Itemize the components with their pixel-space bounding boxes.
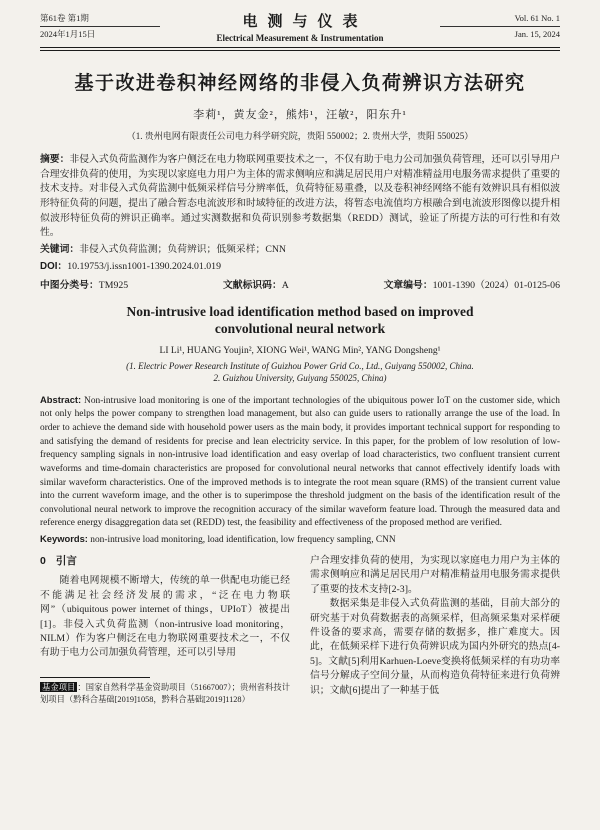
doi-value: 10.19753/j.issn1001-1390.2024.01.019 [67,260,221,272]
affiliation-en [40,360,560,385]
funding-label: 基金项目 [42,682,76,692]
keywords-en-text: non-intrusive load monitoring, load identification, low frequency sampling, CNN [87,535,396,546]
keywords-en [40,533,560,545]
volume-issue-cn: 第61卷 第1期 [40,12,160,27]
section-heading-introduction [40,554,290,569]
doc-code-value: A [281,279,289,291]
affiliation-en-line2: 2. Guizhou University, Guiyang 550025, China) [213,373,387,384]
journal-name-cn: 电测与仪表 [242,14,368,30]
date-en: Jan. 15, 2024 [514,29,560,39]
abstract-en-label: Abstract: [40,393,82,405]
abstract-en-text: Non-intrusive load monitoring is one of the important technologies of the ubiquitous power IoT on the customer side, which not only helps the power company to strengthen load management, but also can guide users to rationally arrange the use of the load. In order to achieve the demand side with household power users as the main body, it provides important technical support for responding to and satisfying the demand of residents for precise and lean electricity service. In this paper, for the problem of low resolution of low-frequency sampling signals in non-intrusive load identification and easy overlap of load characteristics, two confluent transient current waveforms and time-domain characteristics are proposed for convolutional neural networks that cannot effectively identify loads with similar waveform characteristics. One of the improved methods is to integrate the root mean square (RMS) of the transient current value into the current waveform image, and the other is to superimpose the threshold judgment on the basis of the identification result of the convolutional neural network to improve the recognition accuracy of the similar waveform feature load. Through the measured data and reference energy disaggregation data set (REDD) test, the feasibility and effectiveness of the proposed method are verified. [40,395,560,529]
article-id-item [384,277,560,291]
abstract-en [40,393,560,531]
column-left [40,554,290,706]
header-left-block [40,12,160,41]
authors-cn: 李莉¹，黄友金²，熊炜¹，汪敏²，阳东升¹ [193,109,407,121]
clc-label: 中图分类号： [40,279,99,291]
keywords-cn [40,243,560,258]
header-rule-thick [40,47,560,48]
funding-footnote [40,677,290,706]
abstract-cn-label: 摘要： [40,154,70,165]
section-title: 引言 [55,555,77,568]
volume-issue-en: Vol. 61 No. 1 [440,12,560,27]
keywords-cn-text: 非侵入式负荷监测；负荷辨识；低频采样；CNN [79,244,287,256]
abstract-cn [40,153,560,241]
body-paragraph: 数据采集是非侵入式负荷监测的基础，目前大部分的研究基于对负荷数据表的高频采样，但高频采集对采样硬件设备的要求高，需要存储的数据多，推广难度大。因此，在低频采样下进行负荷辨识成为国内外研究的热点[4-5]。文献[5]利用Karhuen-Loeve变换将低频采样的有功功率信号分解成子空间分量，从而构造负荷特征来进行负荷辨识；文献[6]提出了一种基于低 [310,598,560,696]
keywords-en-label: Keywords: [40,533,88,545]
classification-row [40,277,560,291]
clc-item [40,277,128,291]
article-title-cn: 基于改进卷积神经网络的非侵入负荷辨识方法研究 [74,73,526,94]
authors-en: LI Li¹, HUANG Youjin², XIONG Wei¹, WANG Min², YANG Dongsheng¹ [159,345,441,356]
funding-text-block [40,681,290,706]
header-rule-thin [40,50,560,51]
abstract-cn-text: 非侵入式负荷监测作为客户侧泛在电力物联网重要技术之一，不仅有助于电力公司加强负荷管理，还可以引导用户合理安排负荷的使用，为实现以家庭电力用户为主体的需求侧响应和满足居民用户对精准精益用电服务需求提供了重要的技术支持。对非侵入式负荷监测中低频采样信号分辨率低，负荷特征易重叠，以及卷积神经网络不能有效辨识具有相似波形特征负荷的问题，提出了融合暂态电流波形和时域特征的改进方法，将暂态电流值均方根融合到电流波形图像以提升相似波形特征负荷的辨识正确率。通过实测数据和负荷识别参考数据集（REDD）测试，验证了所提方法的可行性和有效性。 [40,154,561,239]
doi-label: DOI： [40,260,68,272]
header-right-block [440,12,560,41]
footnote-rule [40,677,150,678]
article-title-en: Non-intrusive load identification method based on improved convolutional neural network [126,303,474,337]
keywords-cn-label: 关键词： [40,244,80,256]
doc-code-item [223,277,289,291]
doi-line [40,260,560,275]
affiliation-cn: （1. 贵州电网有限责任公司电力科学研究院，贵阳 550002；2. 贵州大学，贵阳 550025） [126,131,474,141]
body-paragraph: 户合理安排负荷的使用，为实现以家庭电力用户为主体的需求侧响应和满足居民用户对精准精益用电服务需求提供了重要的技术支持[2-3]。 [310,555,560,595]
journal-header [40,10,560,43]
column-right [310,554,560,706]
doc-code-label: 文献标识码： [222,279,282,291]
date-cn: 2024年1月15日 [40,29,96,39]
article-id-label: 文章编号： [383,279,433,291]
journal-name-block [216,10,383,43]
journal-name-en: Electrical Measurement & Instrumentation [216,33,384,43]
article-id-value: 1001-1390（2024）01-0125-06 [432,279,560,291]
body-columns [40,554,560,706]
funding-text: ：国家自然科学基金资助项目（51667007）；贵州省科技计划项目（黔科合基础[2019]1058，黔科合基础[2019]1128） [40,683,290,705]
affiliation-en-line1: (1. Electric Power Research Institute of Guizhou Power Grid Co., Ltd., Guiyang 550002, China. [126,360,474,371]
body-paragraph: 随着电网规模不断增大，传统的单一供配电功能已经不能满足社会经济发展的需求，“泛在电力物联网”（ubiquitous power internet of things，UPIoT）被提出[1]。非侵入式负荷监测（non-intrusive load monitoring，NILM）作为客户侧泛在电力物联网重要技术之一，不仅有助于电力公司加强负荷管理，还可以引导用 [40,575,290,659]
section-number: 0 [40,555,46,568]
clc-value: TM925 [98,279,129,291]
